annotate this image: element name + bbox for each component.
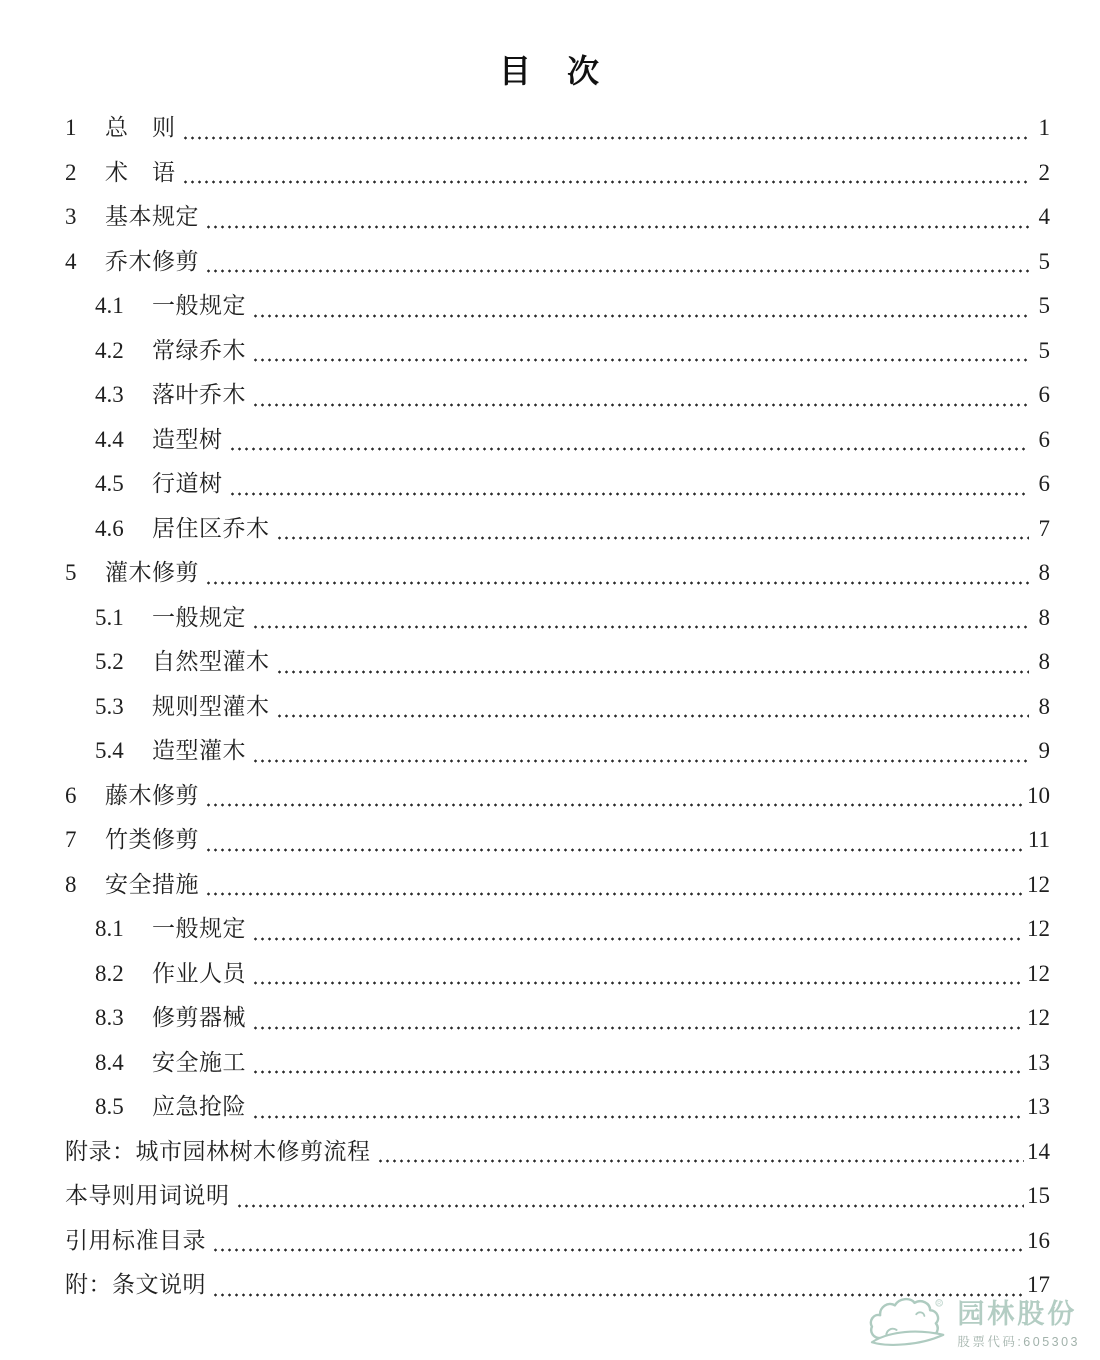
toc-entry[interactable] xyxy=(65,1219,1050,1264)
toc-entry-page: 15 xyxy=(1027,1183,1050,1208)
toc-entry-page: 4 xyxy=(1038,204,1050,229)
toc-entry-title: 竹类修剪 xyxy=(105,827,199,852)
cloud-leaf-logo-icon xyxy=(867,1296,949,1354)
dot-leader xyxy=(182,180,1030,184)
toc-entry-title: 一般规定 xyxy=(152,293,246,318)
toc-entry-title: 本导则用词说明 xyxy=(65,1183,230,1208)
toc-entry-number: 4 xyxy=(65,248,77,274)
toc-entry[interactable] xyxy=(95,507,1050,552)
toc-entry-page: 11 xyxy=(1027,827,1050,852)
toc-entry[interactable] xyxy=(95,329,1050,374)
toc-entry-page: 5 xyxy=(1038,248,1050,274)
toc-entry-page: 6 xyxy=(1038,382,1050,407)
toc-entry-page: 6 xyxy=(1038,426,1050,452)
toc-entry-title: 附：条文说明 xyxy=(65,1272,206,1297)
company-logo xyxy=(867,1296,1080,1354)
toc-entry-title: 造型灌木 xyxy=(152,738,246,763)
logo-text-block xyxy=(957,1300,1080,1351)
toc-entry-number: 4.4 xyxy=(95,426,124,452)
dot-leader xyxy=(205,803,1024,807)
toc-entry-number: 2 xyxy=(65,159,77,185)
svg-text:R: R xyxy=(937,1300,942,1307)
toc-entry[interactable] xyxy=(65,774,1050,819)
toc-entry-title: 一般规定 xyxy=(152,604,246,630)
toc-entry[interactable] xyxy=(65,151,1050,196)
dot-leader xyxy=(205,581,1029,585)
toc-entry-title: 修剪器械 xyxy=(152,1005,246,1030)
toc-entry-title: 落叶乔木 xyxy=(152,382,246,407)
dot-leader xyxy=(229,447,1030,451)
toc-entry[interactable] xyxy=(95,729,1050,774)
toc-entry-title: 居住区乔木 xyxy=(152,515,270,541)
toc-entry-page: 16 xyxy=(1027,1227,1050,1253)
toc-entry-page: 12 xyxy=(1027,916,1050,941)
toc-entry-title: 常绿乔木 xyxy=(152,337,246,363)
toc-entry-page: 8 xyxy=(1038,604,1050,630)
toc-entry-page: 1 xyxy=(1038,115,1050,140)
toc-entry-title: 规则型灌木 xyxy=(152,693,270,719)
toc-entry[interactable] xyxy=(95,907,1050,952)
dot-leader xyxy=(276,670,1030,674)
toc-entry-title: 附录：城市园林树木修剪流程 xyxy=(65,1138,371,1164)
toc-entry[interactable] xyxy=(95,462,1050,507)
toc-entry-title: 藤木修剪 xyxy=(105,782,199,808)
toc-entry-number: 4.2 xyxy=(95,337,124,363)
dot-leader xyxy=(252,314,1029,318)
toc-entry-number: 8.5 xyxy=(95,1094,124,1119)
toc-entry-number: 4.5 xyxy=(95,471,124,496)
dot-leader xyxy=(205,225,1029,229)
dot-leader xyxy=(252,625,1029,629)
toc-entry-number: 8.3 xyxy=(95,1005,124,1030)
dot-leader xyxy=(252,981,1024,985)
toc-entry[interactable] xyxy=(95,596,1050,641)
toc-entry-number: 8.1 xyxy=(95,916,124,941)
toc-entry[interactable] xyxy=(65,818,1050,863)
dot-leader xyxy=(236,1204,1025,1208)
toc-entry-number: 5.4 xyxy=(95,738,124,763)
toc-entry-number: 5 xyxy=(65,560,77,585)
toc-entry[interactable] xyxy=(65,106,1050,151)
toc-list xyxy=(65,106,1050,1308)
dot-leader xyxy=(252,1115,1024,1119)
dot-leader xyxy=(377,1159,1025,1163)
logo-stock-code: 股票代码:605303 xyxy=(957,1335,1080,1350)
dot-leader xyxy=(252,1026,1024,1030)
toc-entry[interactable] xyxy=(95,640,1050,685)
toc-entry-page: 2 xyxy=(1038,159,1050,185)
toc-entry-number: 4.6 xyxy=(95,515,124,541)
toc-entry-title: 作业人员 xyxy=(152,960,246,986)
toc-entry-page: 14 xyxy=(1027,1138,1050,1164)
toc-entry-title: 灌木修剪 xyxy=(105,560,199,585)
toc-entry[interactable] xyxy=(65,240,1050,285)
toc-entry-title: 安全施工 xyxy=(152,1049,246,1075)
toc-entry-page: 5 xyxy=(1038,337,1050,363)
toc-entry-number: 7 xyxy=(65,827,77,852)
dot-leader xyxy=(229,492,1030,496)
dot-leader xyxy=(182,136,1030,140)
toc-entry-title: 造型树 xyxy=(152,426,223,452)
dot-leader xyxy=(212,1248,1024,1252)
toc-entry-number: 3 xyxy=(65,204,77,229)
toc-entry-number: 5.2 xyxy=(95,649,124,674)
toc-entry-number: 8.2 xyxy=(95,960,124,986)
dot-leader xyxy=(252,403,1029,407)
toc-entry-title: 行道树 xyxy=(152,471,223,496)
toc-entry-page: 12 xyxy=(1027,1005,1050,1030)
toc-entry[interactable] xyxy=(95,284,1050,329)
toc-entry[interactable] xyxy=(95,996,1050,1041)
dot-leader xyxy=(252,937,1024,941)
toc-entry[interactable] xyxy=(95,1041,1050,1086)
toc-entry-number: 6 xyxy=(65,782,77,808)
toc-entry[interactable] xyxy=(95,418,1050,463)
toc-entry-title: 自然型灌木 xyxy=(152,649,270,674)
toc-entry-page: 6 xyxy=(1038,471,1050,496)
toc-entry-title: 一般规定 xyxy=(152,916,246,941)
dot-leader xyxy=(205,848,1025,852)
toc-entry[interactable] xyxy=(65,1174,1050,1219)
toc-entry[interactable] xyxy=(95,952,1050,997)
toc-entry-title: 总 则 xyxy=(105,115,176,140)
logo-company-name: 园林股份 xyxy=(957,1298,1078,1329)
toc-entry[interactable] xyxy=(95,1085,1050,1130)
toc-entry-title: 应急抢险 xyxy=(152,1094,246,1119)
toc-entry-number: 5.3 xyxy=(95,693,124,719)
page-title: 目 次 xyxy=(498,53,601,89)
toc-entry-number: 1 xyxy=(65,115,77,140)
dot-leader xyxy=(276,714,1030,718)
toc-entry-title: 乔木修剪 xyxy=(105,248,199,274)
dot-leader xyxy=(252,1070,1024,1074)
dot-leader xyxy=(276,536,1030,540)
toc-entry-page: 8 xyxy=(1038,649,1050,674)
toc-entry-title: 引用标准目录 xyxy=(65,1227,206,1253)
dot-leader xyxy=(205,269,1029,273)
toc-entry[interactable] xyxy=(95,685,1050,730)
toc-entry-page: 10 xyxy=(1027,782,1050,808)
toc-entry-number: 4.3 xyxy=(95,382,124,407)
toc-entry[interactable] xyxy=(65,551,1050,596)
toc-entry-page: 5 xyxy=(1038,293,1050,318)
dot-leader xyxy=(205,892,1024,896)
toc-entry[interactable] xyxy=(95,373,1050,418)
toc-entry[interactable] xyxy=(65,863,1050,908)
toc-entry[interactable] xyxy=(65,1130,1050,1175)
toc-entry-page: 8 xyxy=(1038,560,1050,585)
toc-entry-page: 12 xyxy=(1027,960,1050,986)
toc-entry-page: 9 xyxy=(1038,738,1050,763)
toc-entry[interactable] xyxy=(65,195,1050,240)
dot-leader xyxy=(252,759,1029,763)
toc-entry-title: 术 语 xyxy=(105,159,176,185)
toc-entry-page: 8 xyxy=(1038,693,1050,719)
toc-entry-number: 8.4 xyxy=(95,1049,124,1075)
dot-leader xyxy=(252,358,1029,362)
toc-entry-page: 17 xyxy=(1027,1272,1050,1297)
toc-entry-page: 12 xyxy=(1027,871,1050,897)
toc-entry-page: 13 xyxy=(1027,1094,1050,1119)
toc-entry-title: 基本规定 xyxy=(105,204,199,229)
toc-entry-page: 13 xyxy=(1027,1049,1050,1075)
toc-entry-title: 安全措施 xyxy=(105,871,199,897)
toc-entry-number: 5.1 xyxy=(95,604,124,630)
toc-entry-page: 7 xyxy=(1038,515,1050,541)
toc-entry-number: 4.1 xyxy=(95,293,124,318)
toc-entry-number: 8 xyxy=(65,871,77,897)
